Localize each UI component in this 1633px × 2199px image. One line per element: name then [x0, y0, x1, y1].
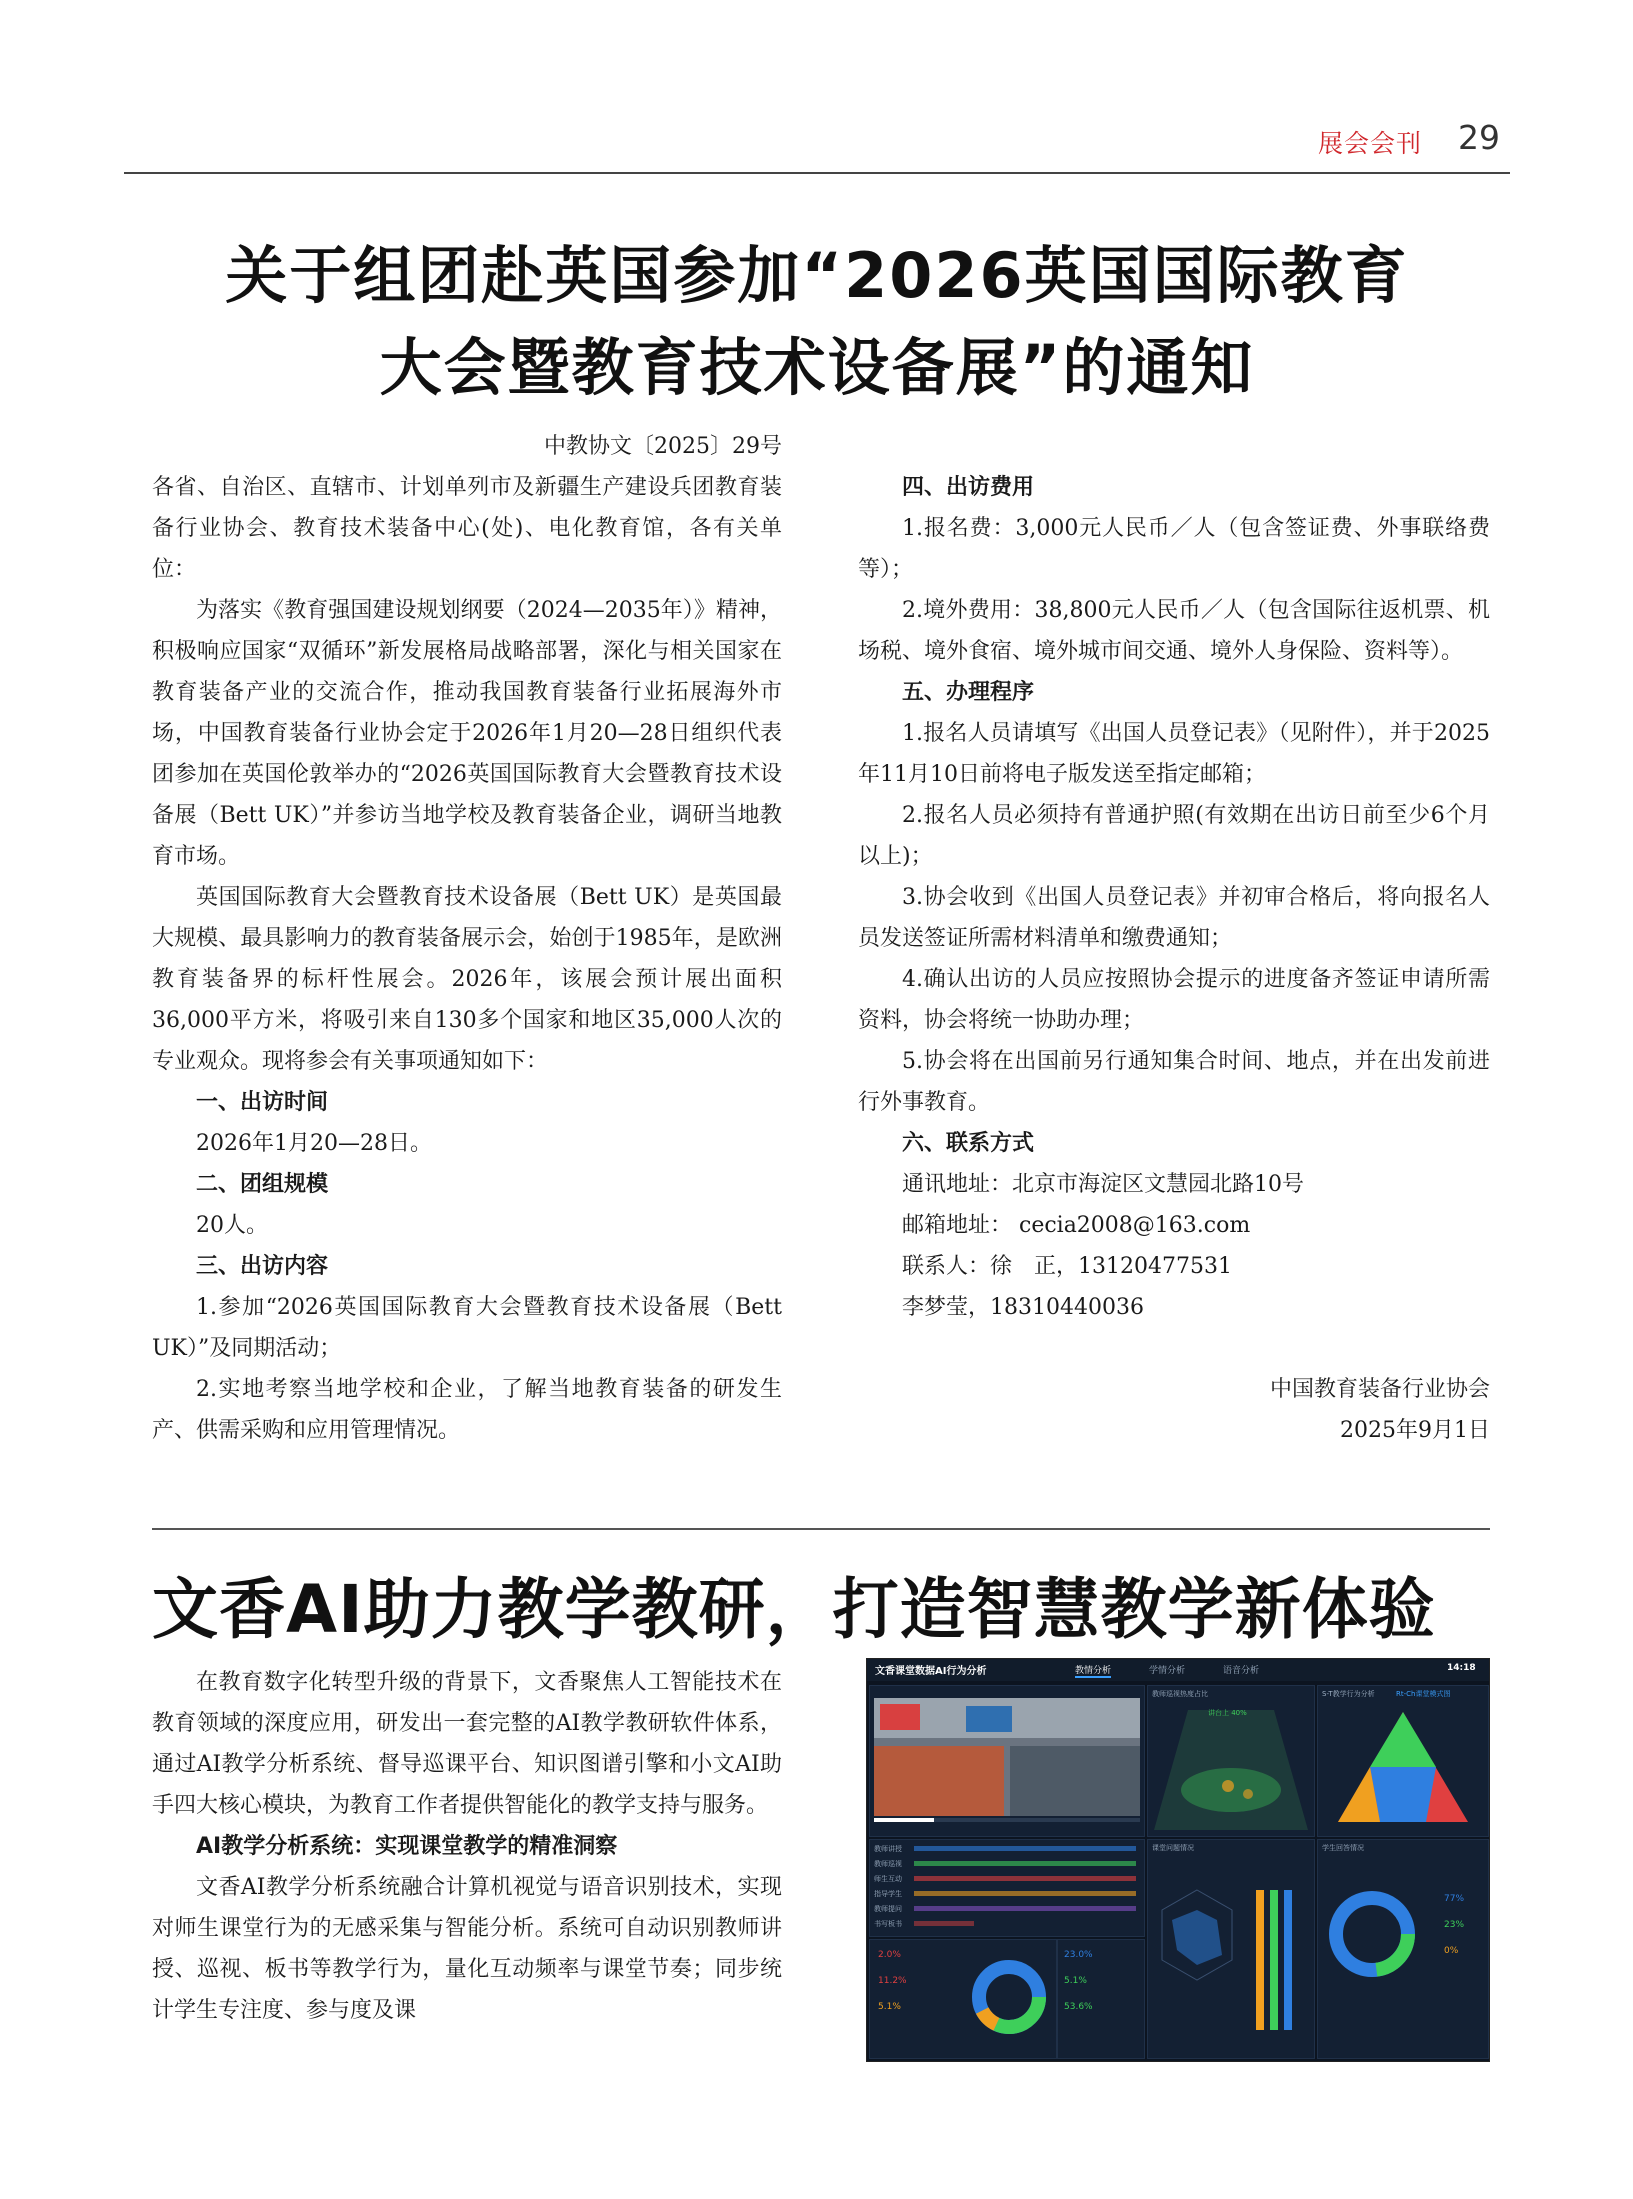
panel-label: 学生回答情况: [1322, 1844, 1364, 1852]
list-item: 1.报名人员请填写《出国人员登记表》（见附件），并于2025年11月10日前将电子版发送至指定邮箱；: [858, 721, 1490, 787]
track-label: 师生互动: [874, 1875, 902, 1883]
paragraph: 在教育数字化转型升级的背景下，文香聚焦人工智能技术在教育领域的深度应用，研发出一套完整的AI教学教研软件体系，通过AI教学分析系统、督导巡课平台、知识图谱引擎和小文AI助手四大核心模块，为教育工作者提供智能化的教学支持与服务。: [152, 1670, 782, 1818]
section-body: 20人。: [196, 1213, 268, 1238]
stat-value: 2.0%: [878, 1950, 901, 1960]
paragraph: 文香AI教学分析系统融合计算机视觉与语音识别技术，实现对师生课堂行为的无感采集与智能分析。系统可自动识别教师讲授、巡视、板书等教学行为，量化互动频率与课堂节奏；同步统计学生专注度、参与度及课: [152, 1875, 782, 2023]
panel-label: S-T教学行为分析: [1322, 1690, 1375, 1698]
header-rule: [124, 172, 1510, 174]
article1-left-column: [152, 426, 782, 1451]
section-heading: 四、出访费用: [902, 475, 1035, 500]
track-label: 教师巡视: [874, 1860, 902, 1868]
behavior-bars: [914, 1844, 1136, 1932]
section-heading: 六、联系方式: [902, 1131, 1035, 1156]
section-heading: 二、团组规模: [196, 1172, 329, 1197]
panel-label: Rt-Ch课堂模式图: [1396, 1690, 1451, 1698]
dashboard-tab: 学情分析: [1149, 1666, 1186, 1676]
contact-person: 李梦莹，18310440036: [902, 1295, 1144, 1320]
classroom-heatmap: [1148, 1700, 1314, 1834]
stat-value: 23.0%: [1064, 1950, 1093, 1960]
article1-right-column: [858, 426, 1490, 1451]
stat-value: 11.2%: [878, 1976, 907, 1986]
signature-date: 2025年9月1日: [1340, 1418, 1490, 1443]
salutation: 各省、自治区、直辖市、计划单列市及新疆生产建设兵团教育装备行业协会、教育技术装备中心(处)、电化教育馆，各有关单位：: [152, 475, 782, 582]
stats-panel-mid: [1057, 1939, 1145, 2059]
dashboard-tab: 语音分析: [1223, 1666, 1260, 1676]
track-label: 教师提问: [874, 1905, 902, 1913]
rt-ch-triangle-chart: [1318, 1702, 1488, 1834]
panel-label: 教师巡视热度占比: [1152, 1690, 1208, 1698]
subheading: AI教学分析系统：实现课堂教学的精准洞察: [196, 1834, 618, 1859]
classroom-video: [870, 1686, 1144, 1836]
contact-person: 联系人：徐 正，13120477531: [902, 1254, 1232, 1279]
stats-panel-left: [869, 1939, 1057, 2059]
signature-org: 中国教育装备行业协会: [1269, 1377, 1490, 1402]
paragraph: 英国国际教育大会暨教育技术设备展（Bett UK）是英国最大规模、最具影响力的教育装备展示会，始创于1985年，是欧洲教育装备界的标杆性展会。2026年，该展会预计展出面积36,000平方米，将吸引来自130多个国家和地区35,000人次的专业观众。现将参会有关事项通知如下：: [152, 885, 782, 1074]
list-item: 2.报名人员必须持有普通护照(有效期在出访日前至少6个月以上)；: [858, 803, 1490, 869]
stat-value: 5.1%: [878, 2002, 901, 2012]
track-label: 指导学生: [874, 1890, 902, 1898]
radar-chart: [1152, 1880, 1310, 2040]
donut-chart: [966, 1954, 1052, 2040]
document-number: 中教协文〔2025〕29号: [544, 434, 782, 459]
section-title: 展会会刊: [1318, 129, 1423, 158]
list-item: 3.协会收到《出国人员登记表》并初审合格后，将向报名人员发送签证所需材料清单和缴费通知；: [858, 885, 1490, 951]
list-item: 5.协会将在出国前另行通知集合时间、地点，并在出发前进行外事教育。: [858, 1049, 1490, 1115]
answer-panel: [1317, 1839, 1489, 2059]
heat-panel: [1147, 1685, 1315, 1837]
stat-value: 5.1%: [1064, 1976, 1087, 1986]
article2-title: 文香AI助力教学教研，打造智慧教学新体验: [152, 1571, 1436, 1648]
video-panel: [869, 1685, 1145, 1837]
stat-value: 77%: [1444, 1894, 1465, 1904]
page-number: 29: [1458, 118, 1500, 157]
section-heading: 五、办理程序: [902, 680, 1035, 705]
list-item: 2.实地考察当地学校和企业，了解当地教育装备的研发生产、供需采购和应用管理情况。: [152, 1377, 782, 1443]
stat-value: 23%: [1444, 1920, 1465, 1930]
dashboard-topbar: [867, 1659, 1489, 1681]
section-divider: [152, 1528, 1490, 1530]
dashboard-clock: 14:18: [1447, 1663, 1476, 1673]
section-heading: 三、出访内容: [196, 1254, 329, 1279]
behavior-tracks-panel: [869, 1839, 1145, 1937]
stat-value: 53.6%: [1064, 2002, 1093, 2012]
article1-title-line1: 关于组团赴英国参加“2026英国国际教育: [225, 239, 1409, 312]
list-item: 1.报名费：3,000元人民币／人（包含签证费、外事联络费等）；: [858, 516, 1490, 582]
section-heading: 一、出访时间: [196, 1090, 329, 1115]
ring-chart: [1322, 1884, 1422, 1984]
heat-badge: 讲台上 40%: [1208, 1709, 1247, 1717]
list-item: 1.参加“2026英国国际教育大会暨教育技术设备展（Bett UK）”及同期活动；: [152, 1295, 782, 1361]
st-analysis-panel: [1317, 1685, 1489, 1837]
track-label: 书写板书: [874, 1920, 902, 1928]
stat-value: 0%: [1444, 1946, 1459, 1956]
contact-email: 邮箱地址： cecia2008@163.com: [902, 1213, 1251, 1238]
contact-address: 通讯地址：北京市海淀区文慧园北路10号: [902, 1172, 1304, 1197]
panel-label: 课堂问题情况: [1152, 1844, 1194, 1852]
track-label: 教师讲授: [874, 1845, 902, 1853]
section-body: 2026年1月20—28日。: [196, 1131, 432, 1156]
paragraph: 为落实《教育强国建设规划纲要（2024—2035年）》精神，积极响应国家“双循环”新发展格局战略部署，深化与相关国家在教育装备产业的交流合作，推动我国教育装备行业拓展海外市场，中国教育装备行业协会定于2026年1月20—28日组织代表团参加在英国伦敦举办的“2026英国国际教育大会暨教育技术设备展（Bett UK）”并参访当地学校及教育装备企业，调研当地教育市场。: [152, 598, 782, 869]
dashboard-tab: 教情分析: [1075, 1663, 1111, 1678]
article2-left-column: [152, 1662, 782, 2031]
dashboard-screenshot: [866, 1658, 1490, 2062]
dashboard-title: 文香课堂数据AI行为分析: [875, 1666, 987, 1677]
list-item: 4.确认出访的人员应按照协会提示的进度备齐签证申请所需资料，协会将统一协助办理；: [858, 967, 1490, 1033]
list-item: 2.境外费用：38,800元人民币／人（包含国际往返机票、机场税、境外食宿、境外城市间交通、境外人身保险、资料等）。: [858, 598, 1490, 664]
question-panel: [1147, 1839, 1315, 2059]
article1-title-line2: 大会暨教育技术设备展”的通知: [379, 331, 1255, 404]
